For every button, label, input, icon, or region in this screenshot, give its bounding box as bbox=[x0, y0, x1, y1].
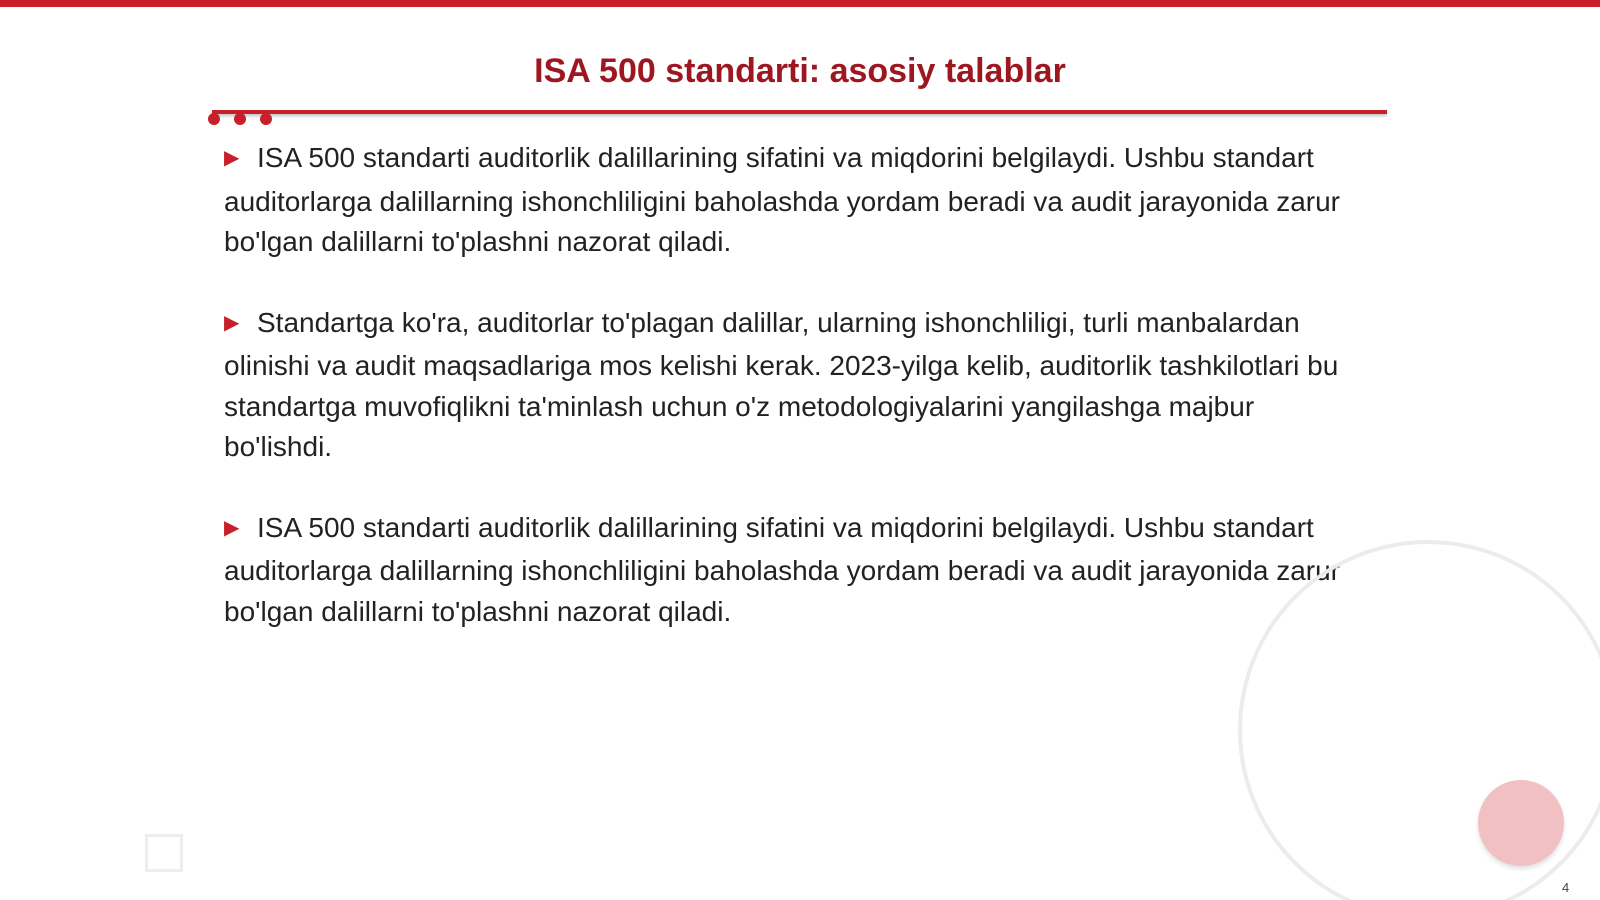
triangle-bullet-icon: ▶ bbox=[224, 311, 240, 334]
paragraph-text: Standartga ko'ra, auditorlar to'plagan dalillar, ularning ishonchliligi, turli manbalardan olinishi va audit maqsadlariga mos kelishi kerak. 2023-yilga kelib, auditorlik tashkilotlari bu standartga muvofiqlikni ta'minlash uchun o'z metodologiyalarini yangilashga majbur bo'lishdi. bbox=[224, 306, 1339, 462]
title-underline bbox=[212, 110, 1387, 114]
decor-pink-circle bbox=[1478, 780, 1564, 866]
slide-body bbox=[224, 138, 1354, 672]
bullet-paragraph-1 bbox=[224, 138, 1354, 263]
page-number: 4 bbox=[1562, 880, 1570, 895]
bullet-paragraph-2 bbox=[224, 303, 1354, 468]
decor-dot-3 bbox=[260, 113, 272, 125]
paragraph-text: ISA 500 standarti auditorlik dalillarining sifatini va miqdorini belgilaydi. Ushbu standart auditorlarga dalillarning ishonchliligini baholashda yordam beradi va audit jarayonida zarur bo'lgan dalillarni to'plashni nazorat qiladi. bbox=[224, 511, 1341, 627]
triangle-bullet-icon: ▶ bbox=[224, 147, 240, 169]
paragraph-text: ISA 500 standarti auditorlik dalillarining sifatini va miqdorini belgilaydi. Ushbu standart auditorlarga dalillarning ishonchliligini baholashda yordam beradi va audit jarayonida zarur bo'lgan dalillarni to'plashni nazorat qiladi. bbox=[224, 142, 1341, 257]
decor-outline-square bbox=[145, 834, 183, 872]
triangle-bullet-icon: ▶ bbox=[224, 516, 240, 539]
top-accent-bar bbox=[0, 0, 1600, 7]
bullet-paragraph-3 bbox=[224, 508, 1354, 633]
slide-title: ISA 500 standarti: asosiy talablar bbox=[534, 52, 1066, 90]
decor-dot-1 bbox=[208, 113, 220, 125]
decor-dot-2 bbox=[234, 113, 246, 125]
